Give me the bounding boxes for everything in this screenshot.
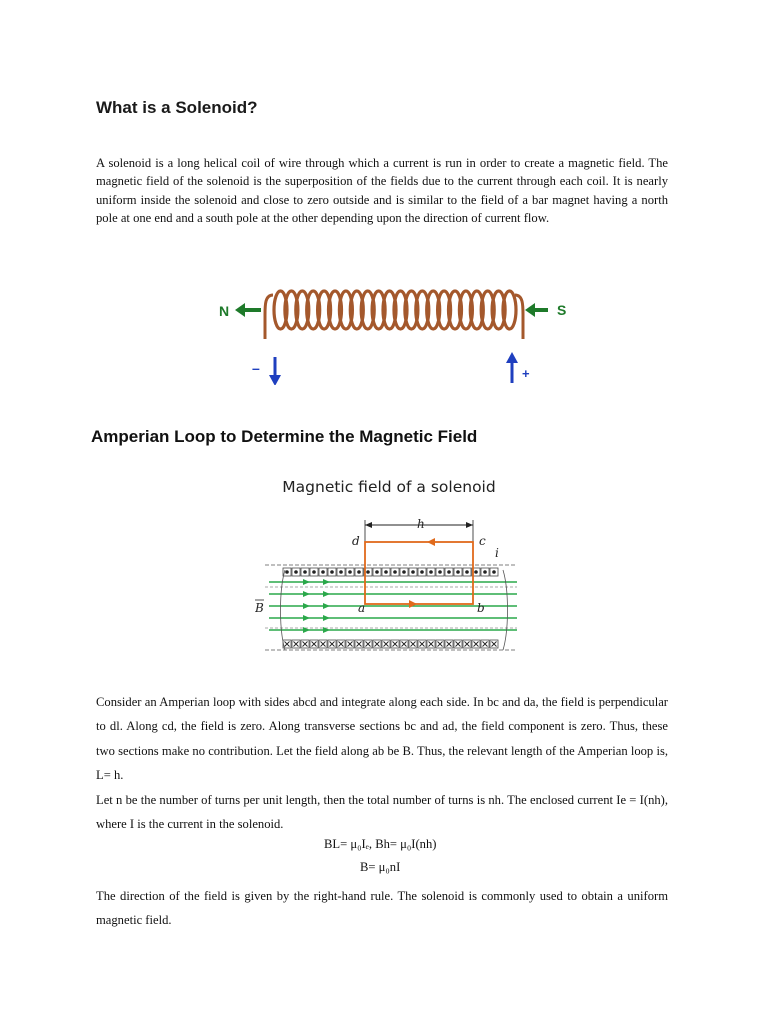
section-heading-amperian-loop: Amperian Loop to Determine the Magnetic Field bbox=[91, 427, 478, 446]
plus-label: + bbox=[522, 366, 530, 381]
section-heading-solenoid: What is a Solenoid? bbox=[96, 98, 258, 117]
amperian-loop-figure bbox=[255, 470, 523, 660]
label-i: i bbox=[495, 546, 499, 560]
south-pole-label: S bbox=[557, 302, 567, 318]
label-d: d bbox=[352, 534, 360, 548]
label-a: a bbox=[358, 601, 366, 615]
bottom-coil-wall bbox=[283, 640, 498, 648]
north-pole-label: N bbox=[219, 303, 230, 319]
label-h: h bbox=[417, 517, 425, 531]
turns-paragraph: Let n be the number of turns per unit length, then the total number of turns is nh. The enclosed current Ie = I(nh), where I is the current in the solenoid. bbox=[96, 793, 668, 832]
top-coil-wall bbox=[283, 568, 498, 576]
coil-loops bbox=[274, 291, 516, 329]
equation-field-result: B= μ₀nI bbox=[360, 860, 401, 874]
minus-label: – bbox=[252, 360, 260, 376]
label-B: B bbox=[255, 601, 264, 615]
amperian-loop-paragraph: Consider an Amperian loop with sides abcd and integrate along each side. In bc and da, the field is perpendicular to dl. Along cd, the field is zero. Along transverse sections bc and ad, the field component is zero. Thus, these two sections make no contribution. Let the field along ab be B. Thus, the relevant length of the Amperian loop is, L= h. bbox=[96, 695, 668, 783]
solenoid-coil-figure bbox=[205, 265, 583, 385]
solenoid-description-paragraph: A solenoid is a long helical coil of wire through which a current is run in order to create a magnetic field. The magnetic field of the solenoid is the superposition of the fields due to the current through each coil. It is nearly uniform inside the solenoid and close to zero outside and is similar to the field of a bar magnet having a north pole at one end and a south pole at the other depending upon the direction of current flow. bbox=[96, 156, 668, 226]
equation-ampere-law: BL= μ₀Iₑ, Bh= μ₀I(nh) bbox=[324, 837, 437, 851]
label-c: c bbox=[479, 534, 486, 548]
right-hand-rule-paragraph: The direction of the field is given by the right-hand rule. The solenoid is commonly used to obtain a uniform magnetic field. bbox=[96, 889, 668, 928]
figure-title: Magnetic field of a solenoid bbox=[282, 478, 496, 496]
left-lead-wire bbox=[265, 295, 273, 339]
label-b: b bbox=[477, 601, 485, 615]
